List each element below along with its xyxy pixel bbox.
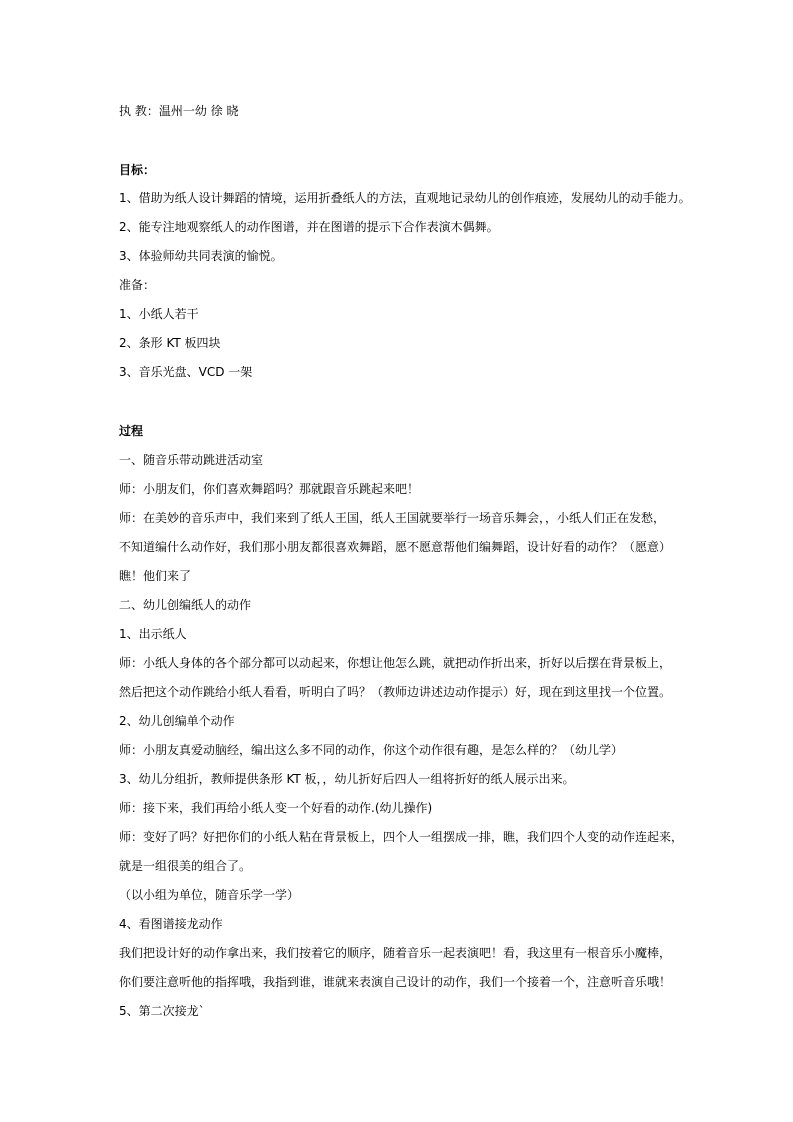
process-line-14: 师：变好了吗？好把你们的小纸人粘在背景板上，四个人一组摆成一排，瞧，我们四个人变的动作连起来，: [119, 830, 684, 844]
process-line-10: 2、幼儿创编单个动作: [119, 714, 235, 728]
process-line-1: 一、随音乐带动跳进活动室: [119, 453, 264, 467]
goals-heading: 目标：: [119, 163, 156, 177]
goal-item-1: 1、借助为纸人设计舞蹈的情境，运用折叠纸人的方法，直观地记录幼儿的创作痕迹，发展幼儿的动手能力。: [119, 191, 691, 205]
process-line-7: 1、出示纸人: [119, 627, 187, 641]
process-line-15: 就是一组很美的组合了。: [119, 859, 252, 873]
process-line-2: 师：小朋友们，你们喜欢舞蹈吗？那就跟音乐跳起来吧！: [119, 482, 420, 496]
process-line-19: 你们要注意听他的指挥哦，我指到谁，谁就来表演自己设计的动作，我们一个接着一个，注意听音乐哦！: [119, 975, 672, 989]
process-line-3: 师：在美妙的音乐声中，我们来到了纸人王国，纸人王国就要举行一场音乐舞会，，小纸人们正在发愁，: [119, 511, 666, 525]
goal-item-3: 3、体验师幼共同表演的愉悦。: [119, 249, 283, 263]
process-line-9: 然后把这个动作跳给小纸人看看，听明白了吗？（教师边讲述边动作提示）好，现在到这里找一个位置。: [119, 685, 672, 699]
process-heading: 过程: [119, 424, 144, 438]
prep-heading: 准备：: [119, 278, 156, 292]
process-line-12: 3、幼儿分组折，教师提供条形 KT 板，，幼儿折好后四人一组将折好的纸人展示出来。: [119, 772, 575, 786]
process-line-16: （以小组为单位，随音乐学一学）: [119, 888, 300, 902]
prep-item-2: 2、条形 KT 板四块: [119, 336, 221, 350]
process-line-13: 师：接下来，我们再给小纸人变一个好看的动作.(幼儿操作): [119, 801, 433, 815]
process-line-20: 5、第二次接龙`: [119, 1004, 205, 1018]
teacher-line: 执 教：温州一幼 徐 晓: [119, 104, 239, 118]
process-line-5: 瞧！他们来了: [119, 569, 192, 583]
process-line-6: 二、幼儿创编纸人的动作: [119, 598, 252, 612]
process-line-18: 我们把设计好的动作拿出来，我们按着它的顺序，随着音乐一起表演吧！看，我这里有一根音乐小魔棒，: [119, 946, 672, 960]
process-line-17: 4、看图谱接龙动作: [119, 917, 223, 931]
process-line-4: 不知道编什么动作好，我们那小朋友都很喜欢舞蹈，愿不愿意帮他们编舞蹈，设计好看的动作？（愿意）: [119, 540, 672, 554]
prep-item-1: 1、小纸人若干: [119, 307, 199, 321]
prep-item-3: 3、音乐光盘、VCD 一架: [119, 365, 253, 379]
process-line-11: 师：小朋友真爱动脑经，编出这么多不同的动作，你这个动作很有趣，是怎么样的？（幼儿学）: [119, 743, 624, 757]
process-line-8: 师：小纸人身体的各个部分都可以动起来，你想让他怎么跳，就把动作折出来，折好以后摆在背景板上，: [119, 656, 672, 670]
goal-item-2: 2、能专注地观察纸人的动作图谱，并在图谱的提示下合作表演木偶舞。: [119, 220, 499, 234]
